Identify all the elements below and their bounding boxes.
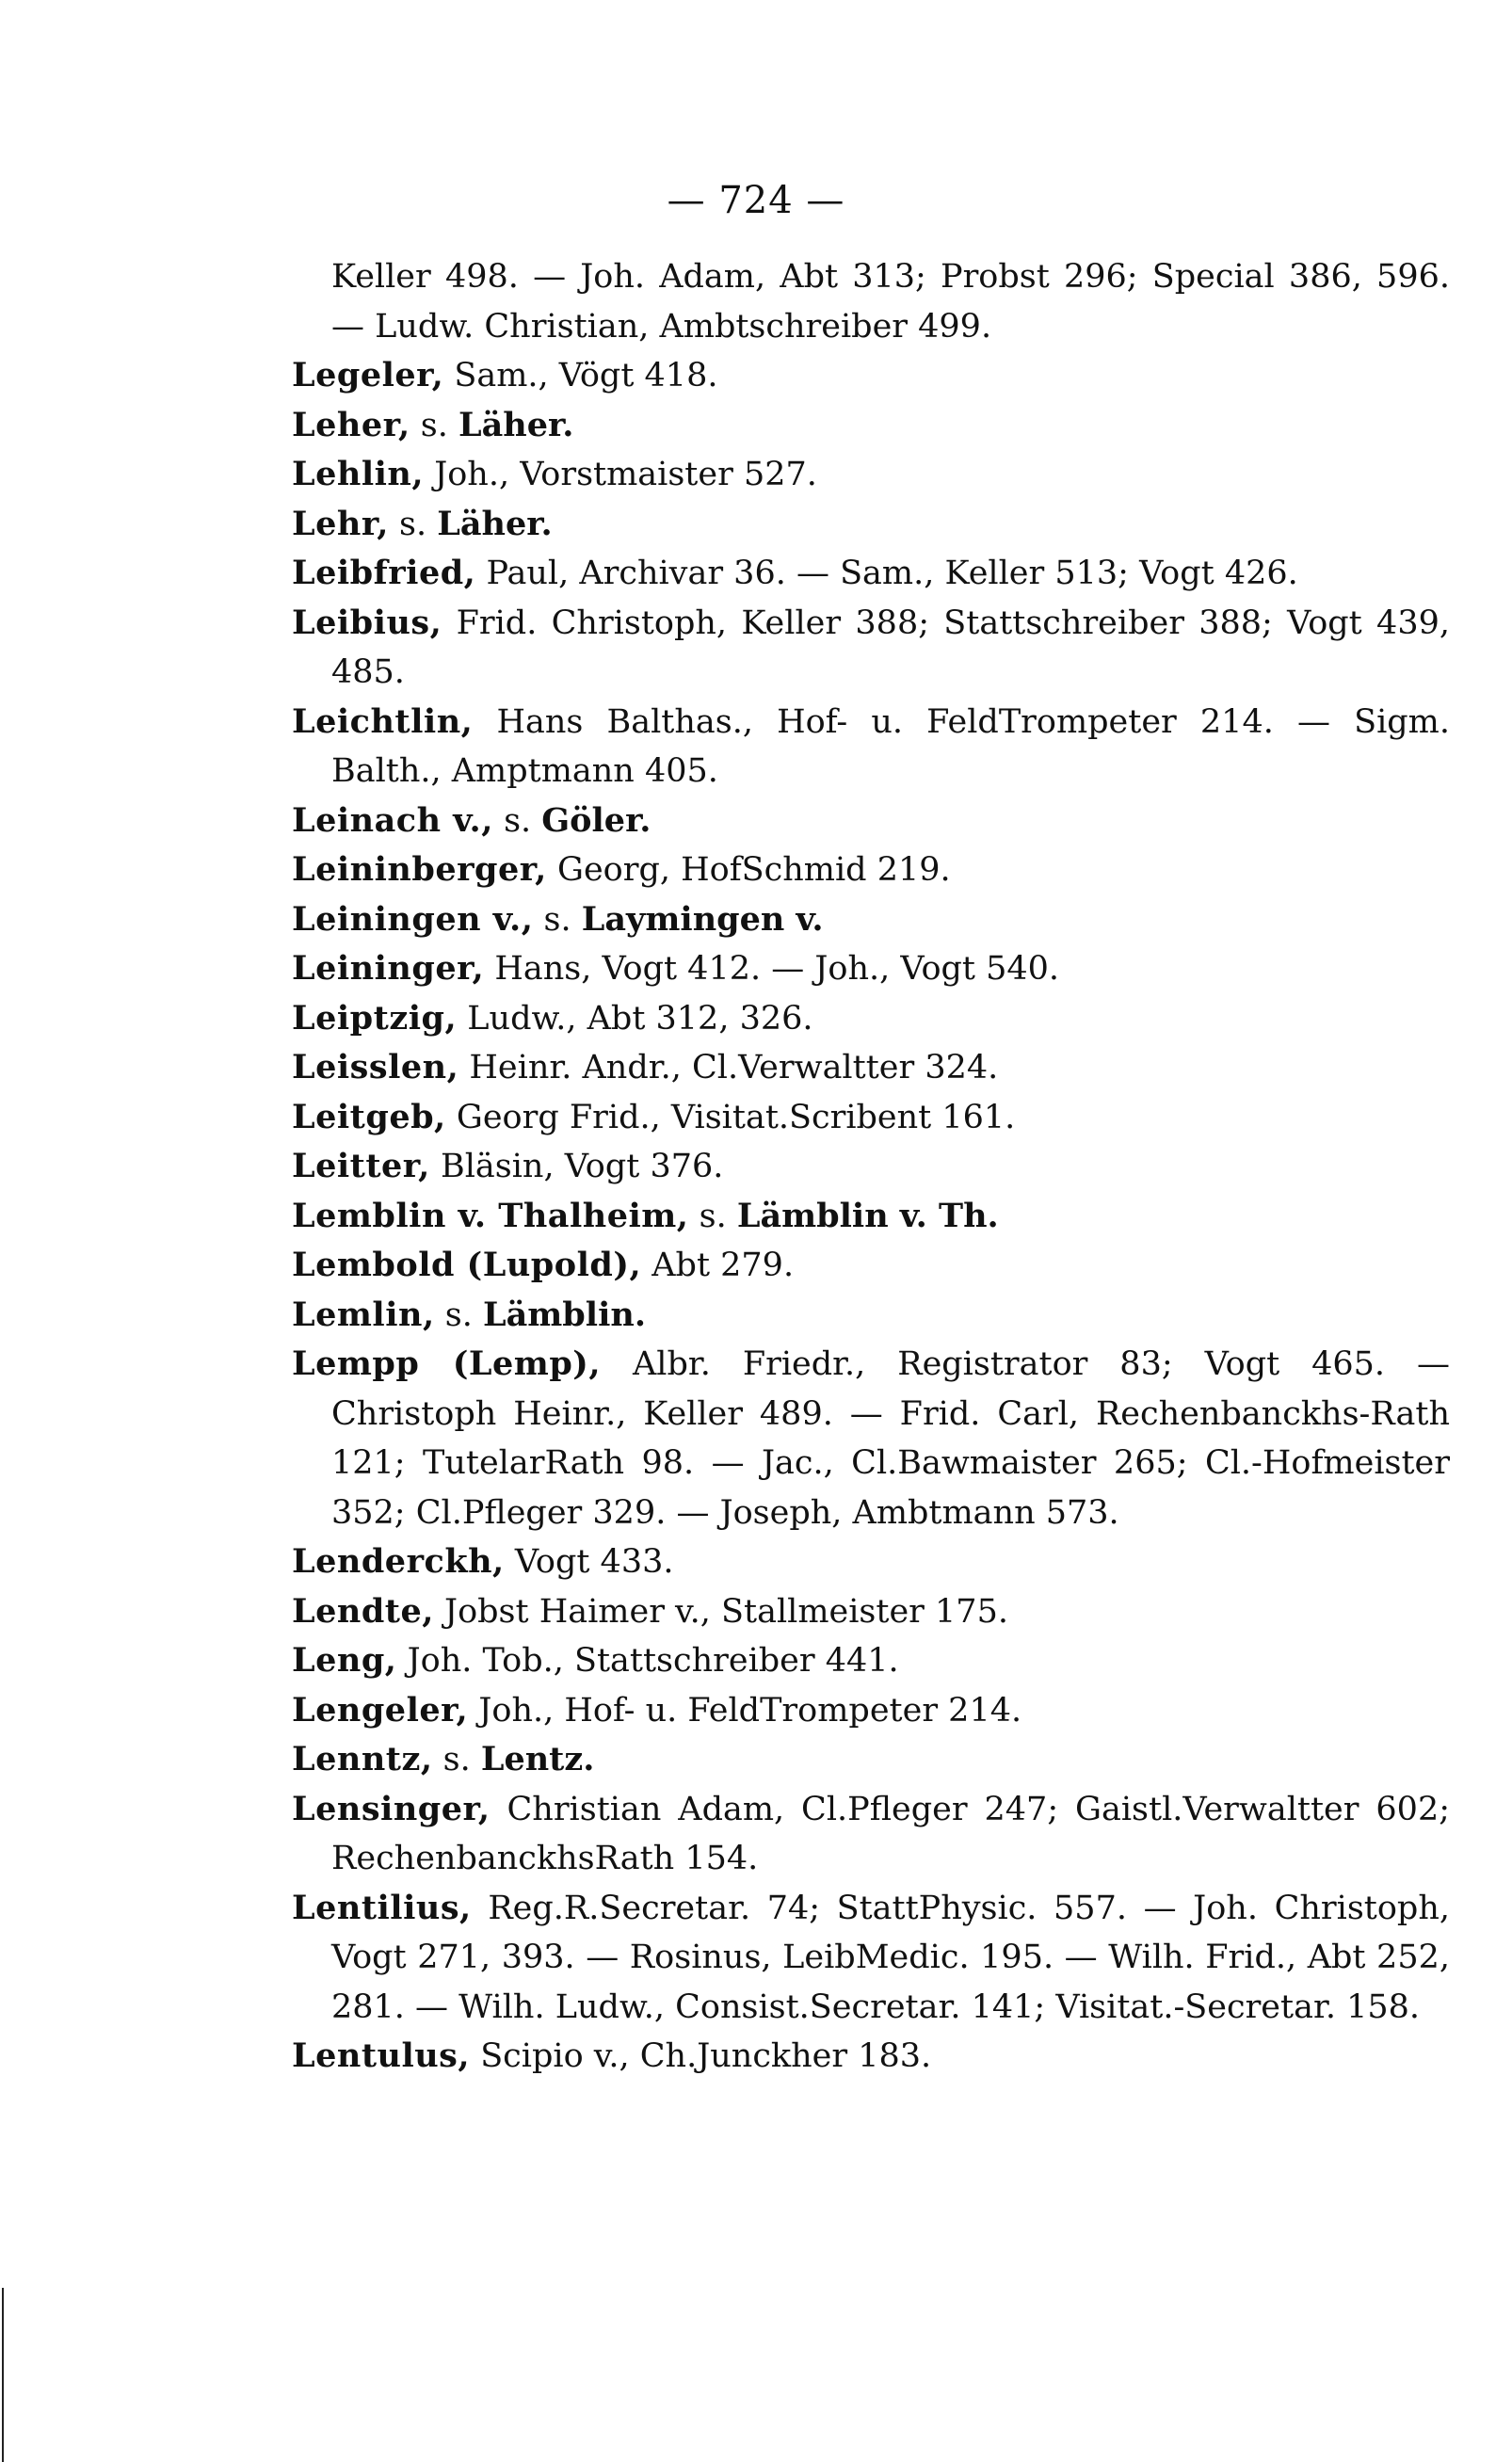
entry-head: Leiptzig, (292, 998, 458, 1038)
index-entry (292, 1291, 1450, 1341)
entry-text: s. (492, 801, 542, 840)
index-entry (292, 1587, 1450, 1637)
entry-head: Leiningen v., (292, 899, 534, 939)
entry-text: Sam., Vögt 418. (443, 357, 718, 394)
entry-text: s. (410, 406, 459, 444)
entry-text: Reg.R.Secretar. 74; StattPhysic. 557. — Joh. Christoph, Vogt 271, 393. — Rosinus, LeibMedic. 195. — Wilh. Frid., Abt 252, 281. — Wilh. Ludw., Consist.Secretar. 141; Visitat.-Secretar. 158. (331, 1889, 1450, 2026)
cross-reference: Läher. (437, 504, 553, 543)
entry-head: Leitter, (292, 1147, 430, 1185)
index-entry (292, 994, 1450, 1044)
index-entry (292, 401, 1450, 451)
entry-text: Joh. Tob., Stattschreiber 441. (396, 1642, 899, 1680)
index-entry (292, 797, 1450, 846)
index-entry (292, 450, 1450, 500)
entry-head: Lensinger, (292, 1789, 491, 1828)
entry-text: Hans, Vogt 412. — Joh., Vogt 540. (484, 950, 1060, 988)
cross-reference: Göler. (541, 800, 651, 840)
entry-head: Leng, (292, 1641, 397, 1680)
index-entry (292, 1192, 1450, 1242)
entry-text: Joh., Hof- u. FeldTrompeter 214. (468, 1691, 1022, 1730)
index-entry (292, 698, 1450, 797)
entry-head: Leichtlin, (292, 701, 474, 741)
index-entry (292, 351, 1450, 401)
entry-head: Lentilius, (292, 1888, 472, 1927)
entry-text: s. (533, 900, 582, 939)
entry-text: Keller 498. — Joh. Adam, Abt 313; Probst 296; Special 386, 596. — Ludw. Christian, Ambtschreiber 499. (331, 258, 1450, 346)
entry-text: Frid. Christoph, Keller 388; Stattschreiber 388; Vogt 439, 485. (331, 603, 1450, 691)
index-entry (292, 1241, 1450, 1291)
index-entries (292, 252, 1450, 2082)
entry-head: Lemlin, (292, 1295, 435, 1334)
entry-text: Abt 279. (641, 1247, 795, 1284)
index-entry (292, 1340, 1450, 1537)
index-entry (292, 500, 1450, 550)
entry-head: Leitgeb, (292, 1097, 446, 1136)
index-entry (292, 1735, 1450, 1785)
index-entry (292, 599, 1450, 698)
entry-head: Lenderckh, (292, 1542, 505, 1581)
entry-text: Heinr. Andr., Cl.Verwaltter 324. (458, 1049, 999, 1086)
entry-text: Ludw., Abt 312, 326. (457, 999, 813, 1038)
entry-head: Lembold (Lupold), (292, 1246, 642, 1284)
entry-text: Albr. Friedr., Registrator 83; Vogt 465. — Christoph Heinr., Keller 489. — Frid. Carl, Rechenbanckhs-Rath 121; TutelarRath 98. — Jac., Cl.Bawmaister 265; Cl.-Hofmeister 352; Cl.Pfleger 329. — Joseph, Ambtmann 573. (331, 1345, 1450, 1532)
index-entry (292, 1785, 1450, 1884)
entry-head: Leininberger, (292, 850, 547, 889)
entry-text: s. (432, 1741, 481, 1778)
index-entry (292, 252, 1450, 351)
index-entry (292, 2032, 1450, 2082)
entry-head: Leisslen, (292, 1048, 459, 1086)
index-entry (292, 1686, 1450, 1736)
cross-reference: Läher. (458, 405, 574, 444)
entry-text: Georg, HofSchmid 219. (546, 851, 951, 889)
entry-text: Bläsin, Vogt 376. (429, 1148, 724, 1185)
index-entry (292, 1093, 1450, 1143)
entry-head: Lehr, (292, 504, 389, 543)
index-entry (292, 1884, 1450, 2033)
entry-head: Leibius, (292, 603, 442, 642)
entry-text: Christian Adam, Cl.Pfleger 247; Gaistl.Verwaltter 602; RechenbanckhsRath 154. (331, 1790, 1450, 1877)
entry-text: Vogt 433. (504, 1543, 674, 1581)
page-number: — 724 — (667, 179, 845, 222)
entry-text: s. (688, 1197, 737, 1235)
entry-head: Lemblin v. Thalheim, (292, 1196, 689, 1235)
index-entry (292, 944, 1450, 994)
entry-text: Scipio v., Ch.Junckher 183. (470, 2037, 932, 2075)
entry-text: Jobst Haimer v., Stallmeister 175. (433, 1592, 1008, 1631)
entry-head: Leinach v., (292, 800, 493, 840)
index-entry (292, 549, 1450, 599)
cross-reference: Laymingen v. (581, 899, 824, 939)
entry-text: Hans Balthas., Hof- u. FeldTrompeter 214. — Sigm. Balth., Amptmann 405. (331, 702, 1450, 790)
cross-reference: Lentz. (480, 1740, 595, 1778)
entry-text: Georg Frid., Visitat.Scribent 161. (445, 1098, 1016, 1136)
cross-reference: Lämblin v. Th. (736, 1196, 999, 1235)
index-entry (292, 845, 1450, 895)
entry-head: Lehlin, (292, 455, 425, 493)
entry-text: Paul, Archivar 36. — Sam., Keller 513; Vogt 426. (475, 555, 1298, 592)
entry-head: Leher, (292, 405, 410, 444)
index-entry (292, 1537, 1450, 1587)
entry-text: s. (388, 505, 438, 543)
entry-head: Lentulus, (292, 2036, 471, 2075)
entry-text: Joh., Vorstmaister 527. (424, 456, 817, 493)
entry-head: Leibfried, (292, 554, 476, 592)
entry-head: Lengeler, (292, 1690, 469, 1730)
entry-text: s. (434, 1295, 483, 1334)
index-entry (292, 1142, 1450, 1192)
index-entry (292, 1636, 1450, 1686)
entry-head: Lenntz, (292, 1740, 433, 1778)
cross-reference: Lämblin. (482, 1295, 647, 1334)
index-entry (292, 1043, 1450, 1093)
entry-head: Lendte, (292, 1591, 434, 1631)
entry-head: Legeler, (292, 356, 444, 394)
entry-head: Lempp (Lemp), (292, 1344, 602, 1383)
index-entry (292, 895, 1450, 945)
scan-edge-line (2, 2288, 4, 2462)
entry-head: Leininger, (292, 949, 485, 988)
